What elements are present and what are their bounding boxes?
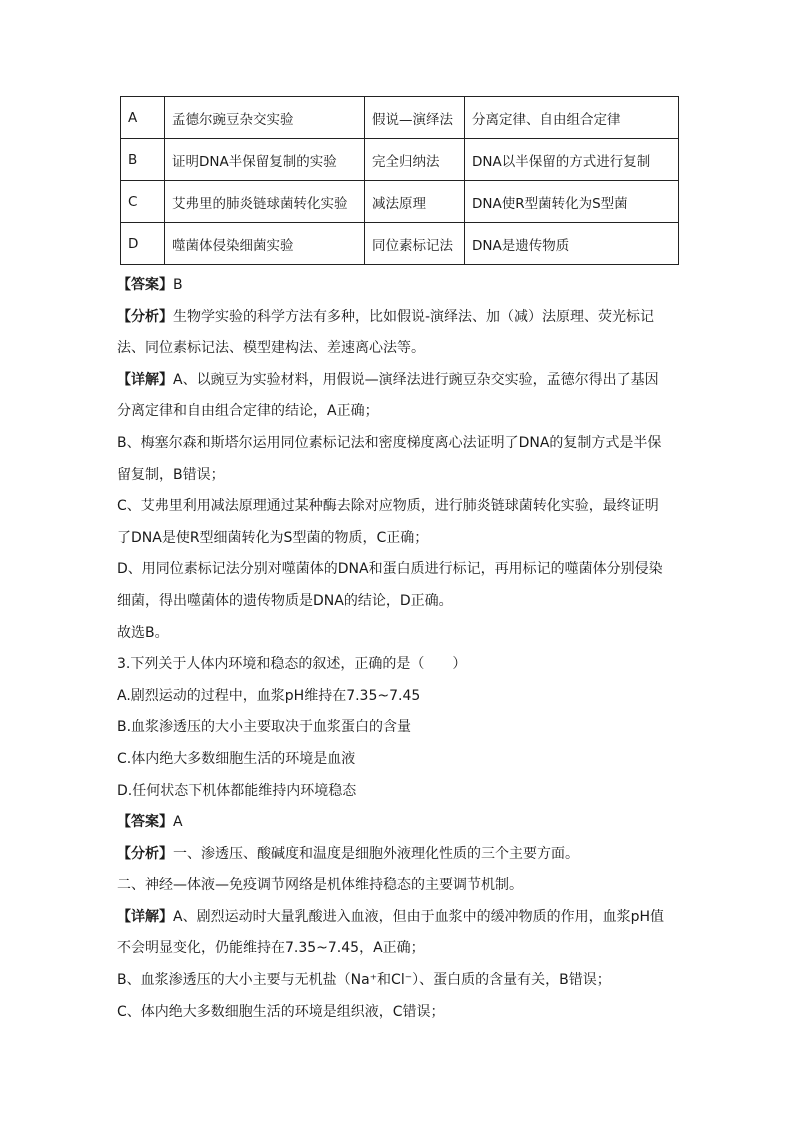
- method-cell: 完全归纳法: [365, 139, 465, 181]
- section-tag: 【答案】: [117, 814, 173, 831]
- text-line: [117, 460, 682, 492]
- table-row: [121, 223, 679, 265]
- document-body: [117, 270, 682, 1028]
- text-line: [117, 870, 682, 902]
- option-letter: B: [121, 139, 165, 181]
- options-table: [120, 96, 679, 265]
- text-line: [117, 586, 682, 618]
- line-text: B: [173, 277, 183, 293]
- text-line: [117, 491, 682, 523]
- line-text: B、梅塞尔森和斯塔尔运用同位素标记法和密度梯度离心法证明了DNA的复制方式是半保: [117, 434, 662, 451]
- text-line: [117, 365, 682, 397]
- line-text: C、体内绝大多数细胞生活的环境是组织液，C错误；: [117, 1003, 445, 1020]
- line-text: A: [173, 814, 183, 831]
- line-text: A、以豌豆为实验材料，用假说—演绎法进行豌豆杂交实验，孟德尔得出了基因: [173, 371, 659, 388]
- text-line: [117, 270, 682, 302]
- text-line: [117, 744, 682, 776]
- line-text: D.任何状态下机体都能维持内环境稳态: [117, 782, 357, 799]
- line-text: B、血浆渗透压的大小主要与无机盐（Na⁺和Cl⁻）、蛋白质的含量有关，B错误；: [117, 972, 611, 989]
- line-text: 故选B。: [117, 624, 169, 641]
- text-line: [117, 902, 682, 934]
- text-line: [117, 681, 682, 713]
- line-text: B.血浆渗透压的大小主要取决于血浆蛋白的含量: [117, 719, 412, 736]
- text-line: [117, 997, 682, 1029]
- line-text: 3.下列关于人体内环境和稳态的叙述，正确的是（ ）: [117, 656, 467, 673]
- line-text: 二、神经—体液—免疫调节网络是机体维持稳态的主要调节机制。: [117, 877, 523, 894]
- line-text: 一、渗透压、酸碱度和温度是细胞外液理化性质的三个主要方面。: [173, 845, 579, 862]
- experiment-cell: 孟德尔豌豆杂交实验: [165, 97, 365, 139]
- line-text: 留复制，B错误；: [117, 466, 225, 483]
- text-line: [117, 302, 682, 334]
- text-line: [117, 428, 682, 460]
- experiment-cell: 证明DNA半保留复制的实验: [165, 139, 365, 181]
- text-line: [117, 776, 682, 808]
- line-text: A、剧烈运动时大量乳酸进入血液，但由于血浆中的缓冲物质的作用，血浆pH值: [173, 908, 664, 925]
- line-text: 细菌，得出噬菌体的遗传物质是DNA的结论，D正确。: [117, 592, 453, 609]
- text-line: [117, 523, 682, 555]
- text-line: [117, 649, 682, 681]
- line-text: 分离定律和自由组合定律的结论，A正确；: [117, 403, 379, 420]
- experiment-cell: 噬菌体侵染细菌实验: [165, 223, 365, 265]
- text-line: [117, 333, 682, 365]
- experiment-cell: 艾弗里的肺炎链球菌转化实验: [165, 181, 365, 223]
- method-cell: 同位素标记法: [365, 223, 465, 265]
- line-text: D、用同位素标记法分别对噬菌体的DNA和蛋白质进行标记，再用标记的噬菌体分别侵染: [117, 561, 663, 578]
- option-letter: C: [121, 181, 165, 223]
- text-line: [117, 965, 682, 997]
- text-line: [117, 618, 682, 650]
- section-tag: 【分析】: [117, 308, 173, 325]
- table-row: [121, 181, 679, 223]
- line-text: C、艾弗里利用减法原理通过某种酶去除对应物质，进行肺炎链球菌转化实验，最终证明: [117, 498, 659, 515]
- method-cell: 假说—演绎法: [365, 97, 465, 139]
- line-text: A.剧烈运动的过程中，血浆pH维持在7.35~7.45: [117, 687, 421, 704]
- conclusion-cell: DNA以半保留的方式进行复制: [465, 139, 679, 181]
- option-letter: D: [121, 223, 165, 265]
- conclusion-cell: DNA使R型菌转化为S型菌: [465, 181, 679, 223]
- conclusion-cell: 分离定律、自由组合定律: [465, 97, 679, 139]
- section-tag: 【详解】: [117, 371, 173, 388]
- text-line: [117, 839, 682, 871]
- section-tag: 【分析】: [117, 845, 173, 862]
- line-text: C.体内绝大多数细胞生活的环境是血液: [117, 750, 356, 767]
- text-line: [117, 712, 682, 744]
- text-line: [117, 933, 682, 965]
- conclusion-cell: DNA是遗传物质: [465, 223, 679, 265]
- section-tag: 【详解】: [117, 908, 173, 925]
- method-cell: 减法原理: [365, 181, 465, 223]
- text-line: [117, 807, 682, 839]
- line-text: 了DNA是使R型细菌转化为S型菌的物质，C正确；: [117, 529, 429, 546]
- line-text: 不会明显变化，仍能维持在7.35~7.45，A正确；: [117, 940, 425, 957]
- line-text: 生物学实验的科学方法有多种，比如假说-演绎法、加（减）法原理、荧光标记: [173, 308, 655, 325]
- line-text: 法、同位素标记法、模型建构法、差速离心法等。: [117, 340, 425, 357]
- table-row: [121, 97, 679, 139]
- text-line: [117, 396, 682, 428]
- text-line: [117, 554, 682, 586]
- section-tag: 【答案】: [117, 277, 173, 293]
- option-letter: A: [121, 97, 165, 139]
- table-row: [121, 139, 679, 181]
